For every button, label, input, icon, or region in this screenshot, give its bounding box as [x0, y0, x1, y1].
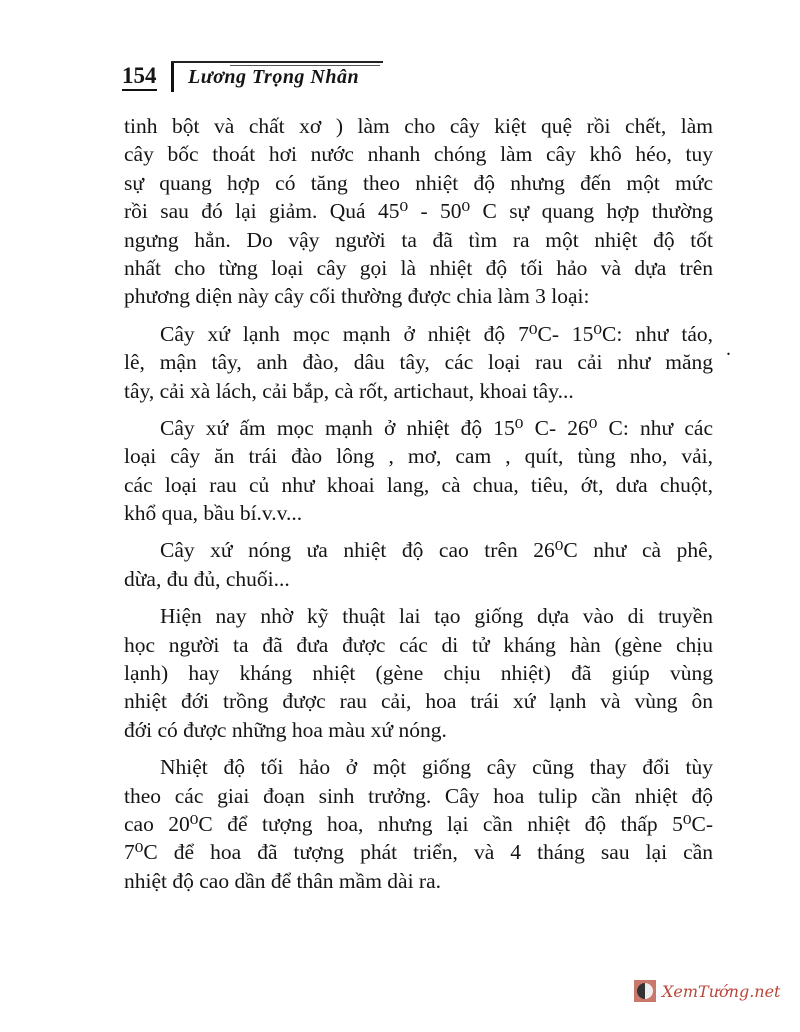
text-line: tinh bột và chất xơ ) làm cho cây kiệt quệ rồi chết, làm [124, 114, 713, 138]
text-line: tây, cải xà lách, cải bắp, cà rốt, artichaut, khoai tây... [124, 378, 574, 403]
text-line: theo các giai đoạn sinh trưởng. Cây hoa tulip cần nhiệt độ [124, 783, 713, 808]
watermark-text: XemTướng.net [662, 981, 781, 1001]
paragraph [124, 320, 713, 405]
text-line: 7⁰C để hoa đã tượng phát triển, và 4 tháng sau lại cần [124, 840, 713, 865]
paragraph [124, 753, 713, 895]
text-line: sự quang hợp có tăng theo nhiệt độ nhưng đến một mức [124, 170, 713, 195]
running-title: Lương Trọng Nhân [188, 66, 360, 88]
text-line: các loại rau củ như khoai lang, cà chua, tiêu, ớt, dưa chuột, [124, 472, 713, 497]
text-line: Cây xứ ấm mọc mạnh ở nhiệt độ 15⁰ C- 26⁰ C: như các [160, 415, 713, 440]
paragraph [124, 112, 713, 311]
page-number: 154 [122, 64, 157, 91]
text-line: Cây xứ lạnh mọc mạnh ở nhiệt độ 7⁰C- 15⁰C: như táo, [160, 321, 713, 346]
text-line: nhiệt đới trồng được rau cải, hoa trái xứ lạnh và vùng ôn [124, 689, 713, 714]
text-line: ngưng hẳn. Do vậy người ta đã tìm ra một nhiệt độ tốt [124, 227, 713, 252]
paragraph [124, 536, 713, 593]
yin-yang-icon [634, 980, 656, 1002]
text-line: phương diện này cây cối thường được chia làm 3 loại: [124, 284, 590, 309]
watermark-logo [634, 980, 780, 1002]
text-line: Nhiệt độ tối hảo ở một giống cây cũng thay đổi tùy [160, 755, 713, 780]
stray-mark: . [726, 338, 731, 360]
text-line: Cây xứ nóng ưa nhiệt độ cao trên 26⁰C như cà phê, [160, 538, 713, 563]
text-line: loại cây ăn trái đào lông , mơ, cam , quít, tùng nho, vải, [124, 444, 713, 469]
text-line: cây bốc thoát hơi nước nhanh chóng làm cây khô héo, tuy [124, 142, 713, 167]
text-line: cao 20⁰C để tượng hoa, nhưng lại cần nhiệt độ thấp 5⁰C- [124, 811, 713, 836]
text-line: đới có được những hoa màu xứ nóng. [124, 717, 447, 742]
paragraph [124, 602, 713, 744]
text-line: học người ta đã đưa được các di tử kháng hàn (gène chịu [124, 632, 713, 657]
text-line: lê, mận tây, anh đào, dâu tây, các loại rau cải như măng [124, 350, 713, 375]
header-horizontal-rule [171, 61, 383, 63]
text-line: khổ qua, bầu bí.v.v... [124, 501, 303, 526]
text-line: nhiệt độ cao dần để thân mầm dài ra. [124, 868, 442, 893]
body-text [124, 112, 713, 904]
paragraph [124, 414, 713, 528]
header-vertical-rule [171, 62, 174, 92]
text-line: rồi sau đó lại giảm. Quá 45⁰ - 50⁰ C sự quang hợp thường [124, 199, 713, 224]
text-line: nhất cho từng loại cây gọi là nhiệt độ tối hảo và dựa trên [124, 255, 713, 280]
text-line: lạnh) hay kháng nhiệt (gène chịu nhiệt) đã giúp vùng [124, 661, 713, 686]
text-line: Hiện nay nhờ kỹ thuật lai tạo giống dựa vào di truyền [160, 604, 713, 629]
text-line: dừa, đu đủ, chuối... [124, 566, 290, 591]
